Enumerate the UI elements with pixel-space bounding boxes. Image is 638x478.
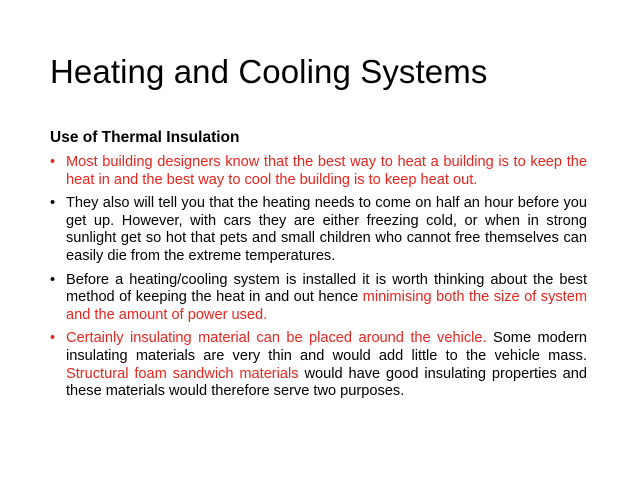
bullet-text: Some modern insulating materials are very thin and would add little to the vehicle mass. bbox=[66, 330, 587, 364]
bullet-text-highlight: Structural foam sandwich materials bbox=[66, 365, 299, 382]
bullet-text-highlight: Certainly insulating material can be placed around the vehicle. bbox=[66, 330, 487, 347]
bullet-icon: • bbox=[50, 330, 56, 347]
bullet-text: Most building designers know that the best way to heat a building is to keep the heat in and the best way to cool the building is to keep heat out. bbox=[66, 154, 587, 188]
bullet-item bbox=[50, 195, 587, 265]
bullet-text: Before a heating/cooling system is installed it is worth thinking about the best method of keeping the heat in and out hence bbox=[66, 271, 587, 306]
bullet-text-highlight: minimising both the size of system and the amount of power used. bbox=[66, 289, 587, 323]
subheading: Use of Thermal Insulation bbox=[50, 129, 240, 146]
bullet-icon: • bbox=[50, 271, 56, 288]
slide-title: Heating and Cooling Systems bbox=[50, 53, 488, 90]
bullet-text: would have good insulating properties and these materials would therefore serve two purposes. bbox=[66, 365, 587, 400]
bullet-icon: • bbox=[50, 154, 56, 170]
slide-content bbox=[50, 128, 587, 407]
bullet-item bbox=[50, 330, 587, 400]
bullet-item bbox=[50, 154, 587, 189]
bullet-icon: • bbox=[50, 195, 56, 212]
bullet-item bbox=[50, 272, 587, 325]
bullet-text: They also will tell you that the heating needs to come on half an hour before you get up. However, with cars they are either freezing cold, or when in strong sunlight get so hot that pets and small children who cannot free themselves can easily die from the extreme temperatures. bbox=[66, 195, 587, 264]
bullet-list bbox=[50, 154, 587, 401]
